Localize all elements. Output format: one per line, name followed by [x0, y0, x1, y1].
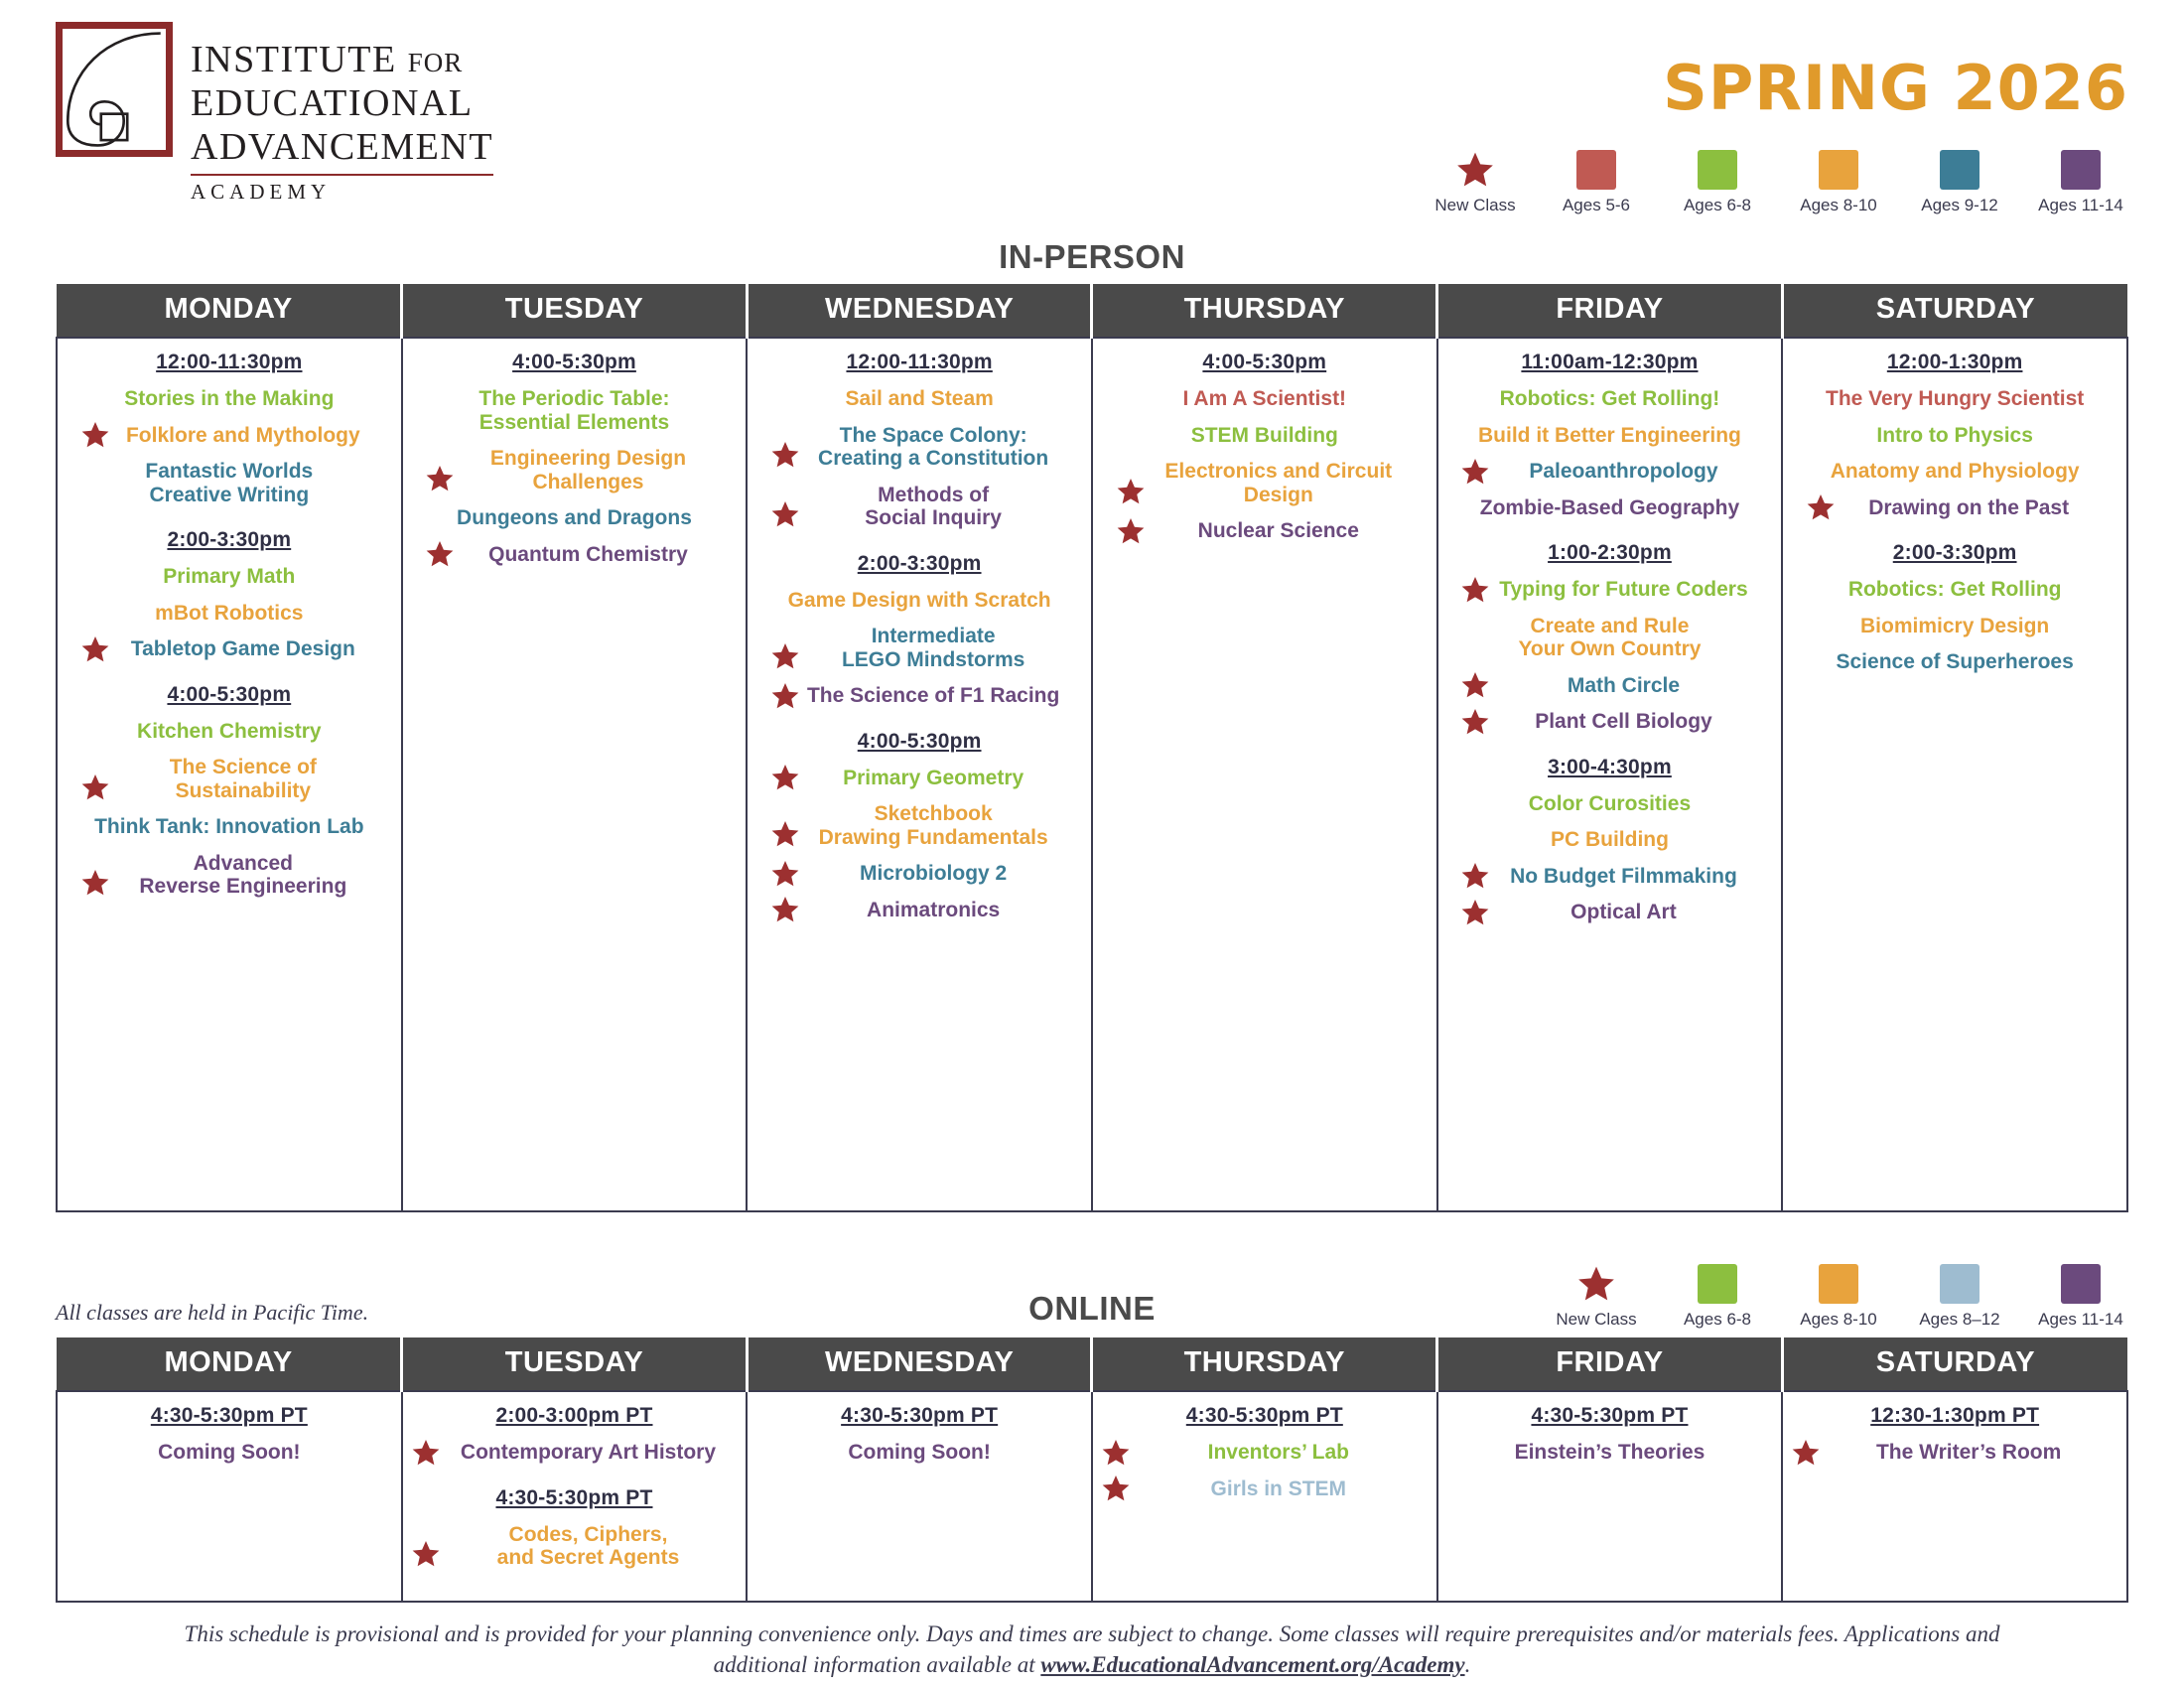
legend-age-1 [1549, 150, 1644, 215]
class-title: The Science of F1 Racing [806, 684, 1060, 708]
class-entry[interactable] [425, 543, 723, 567]
legend-label: Ages 8-10 [1800, 1310, 1877, 1329]
logo-academy: ACADEMY [191, 174, 493, 205]
footer-text-before: This schedule is provisional and is provided for your planning convenience only. Days and times are subject to change. Some classes will require prerequisites and/or materials fees. Applications and additional information available at [184, 1620, 2000, 1677]
class-entry[interactable] [1101, 1477, 1429, 1501]
legend-label: Ages 9-12 [1921, 196, 1998, 214]
class-title: Anatomy and Physiology [1830, 460, 2080, 484]
day-cell-thursday [1092, 338, 1437, 1211]
class-entry[interactable] [1460, 460, 1758, 484]
logo [56, 22, 493, 205]
class-title: Kitchen Chemistry [137, 719, 322, 743]
class-title: STEM Building [1190, 423, 1338, 447]
class-title: No Budget Filmmaking [1510, 864, 1737, 888]
time-block [1791, 1404, 2118, 1465]
class-entry[interactable] [1116, 460, 1414, 506]
class-title: Plant Cell Biology [1535, 710, 1712, 734]
legend-color-swatch [1940, 1264, 1979, 1304]
time-label: 12:30-1:30pm PT [1870, 1404, 2040, 1427]
class-entry[interactable] [1806, 615, 2104, 638]
time-block [411, 1486, 739, 1570]
class-entry[interactable] [411, 1523, 739, 1570]
class-title: PC Building [1550, 828, 1669, 852]
legend-label: Ages 8-10 [1800, 196, 1877, 214]
time-block [1446, 756, 1774, 924]
page-title: SPRING 2026 [1663, 52, 2128, 124]
time-label: 4:00-5:30pm [857, 729, 982, 753]
time-block [1446, 541, 1774, 734]
online-schedule-table [56, 1337, 2128, 1603]
class-entry[interactable] [80, 815, 378, 839]
class-title: Sail and Steam [845, 387, 994, 410]
time-label: 4:00-5:30pm [512, 351, 636, 373]
column-header-friday: FRIDAY [1437, 1337, 1783, 1391]
time-block [66, 1404, 393, 1465]
class-entry[interactable] [80, 756, 378, 802]
class-title: Fantastic Worlds Creative Writing [145, 460, 314, 506]
class-entry[interactable] [425, 506, 723, 530]
legend-color-swatch [1576, 150, 1616, 190]
class-title: Sketchbook Drawing Fundamentals [818, 802, 1048, 849]
logo-line-1-small: FOR [407, 48, 464, 77]
legend-label: Ages 6-8 [1683, 1310, 1752, 1329]
class-entry[interactable] [1101, 1441, 1429, 1465]
time-block [66, 683, 393, 899]
class-title: Dungeons and Dragons [457, 506, 692, 530]
time-block [411, 351, 739, 566]
column-header-tuesday: TUESDAY [402, 284, 748, 338]
column-header-friday: FRIDAY [1437, 284, 1783, 338]
class-title: Inventors’ Lab [1207, 1441, 1349, 1464]
column-header-thursday: THURSDAY [1092, 1337, 1437, 1391]
class-title: Codes, Ciphers, and Secret Agents [496, 1522, 680, 1570]
time-block [1101, 1404, 1429, 1500]
class-entry[interactable] [770, 484, 1068, 530]
class-entry[interactable] [770, 899, 1068, 922]
legend-online [1549, 1264, 2128, 1330]
column-header-wednesday: WEDNESDAY [747, 1337, 1092, 1391]
class-entry[interactable] [770, 589, 1068, 613]
class-title: Methods of Social Inquiry [865, 483, 1002, 530]
day-cell-friday [1437, 1391, 1783, 1602]
legend-age-3 [1791, 150, 1886, 215]
class-title: Zombie-Based Geography [1479, 495, 1740, 519]
legend-age-2 [1670, 150, 1765, 215]
column-header-wednesday: WEDNESDAY [747, 284, 1092, 338]
online-section-label: ONLINE [1028, 1290, 1156, 1327]
legend-age-3 [1912, 1264, 2007, 1330]
legend-color-swatch [1940, 150, 1979, 190]
class-title: Einstein’s Theories [1514, 1441, 1706, 1464]
legend-label: Ages 5-6 [1562, 196, 1631, 214]
legend-color-swatch [1819, 1264, 1858, 1304]
legend-age-5 [2033, 150, 2128, 215]
class-title: Engineering Design Challenges [489, 447, 687, 493]
time-block [1791, 541, 2118, 674]
legend-label: Ages 11-14 [2038, 1310, 2123, 1329]
class-entry[interactable] [1806, 650, 2104, 674]
time-label: 4:30-5:30pm PT [1185, 1404, 1343, 1427]
time-label: 4:30-5:30pm PT [1531, 1404, 1689, 1427]
class-title: Think Tank: Innovation Lab [94, 815, 364, 839]
class-title: Typing for Future Coders [1499, 578, 1748, 602]
class-title: Quantum Chemistry [488, 542, 688, 566]
time-block [66, 351, 393, 506]
time-label: 2:00-3:30pm [167, 528, 292, 552]
class-entry[interactable] [80, 387, 378, 411]
new-class-star-icon [1576, 1264, 1616, 1304]
footer-text-after: . [1464, 1651, 1471, 1677]
class-title: Folklore and Mythology [125, 423, 360, 447]
legend-new-class [1428, 150, 1523, 215]
class-title: Contemporary Art History [460, 1441, 717, 1464]
class-entry[interactable] [425, 447, 723, 493]
class-title: Primary Math [163, 565, 296, 589]
time-label: 3:00-4:30pm [1548, 755, 1672, 778]
logo-line-2: EDUCATIONAL [191, 82, 474, 125]
class-title: Primary Geometry [843, 766, 1024, 789]
class-entry[interactable] [1460, 865, 1758, 889]
logo-line-1: INSTITUTE [191, 39, 397, 80]
class-entry[interactable] [80, 460, 378, 506]
class-entry[interactable] [1806, 578, 2104, 602]
time-label: 1:00-2:30pm [1548, 541, 1672, 565]
time-block [66, 528, 393, 661]
class-title: Color Curosities [1528, 791, 1692, 815]
class-entry[interactable] [80, 565, 378, 589]
time-block [1446, 1404, 1774, 1465]
time-block [1791, 351, 2118, 519]
class-entry[interactable] [1116, 519, 1414, 543]
class-title: Coming Soon! [158, 1441, 301, 1464]
class-title: The Periodic Table: Essential Elements [478, 387, 670, 434]
table-header-row [57, 1337, 2127, 1391]
table-row [57, 338, 2127, 1211]
class-title: I Am A Scientist! [1182, 387, 1347, 410]
time-label: 4:00-5:30pm [1202, 351, 1327, 373]
class-title: The Space Colony: Creating a Constitution [818, 423, 1049, 471]
time-label: 2:00-3:30pm [857, 551, 982, 575]
time-label: 4:30-5:30pm PT [495, 1485, 653, 1509]
day-cell-tuesday [402, 338, 748, 1211]
inperson-section-label: IN-PERSON [999, 238, 1185, 275]
class-entry[interactable] [425, 387, 723, 434]
column-header-thursday: THURSDAY [1092, 284, 1437, 338]
class-title: Intermediate LEGO Mindstorms [841, 625, 1025, 671]
logo-spiral-icon [56, 22, 173, 157]
class-title: Drawing on the Past [1868, 495, 2070, 519]
day-cell-wednesday [747, 1391, 1092, 1602]
class-title: Robotics: Get Rolling! [1499, 387, 1720, 410]
time-label: 4:00-5:30pm [167, 682, 292, 706]
class-entry[interactable] [411, 1441, 739, 1465]
class-title: Intro to Physics [1876, 423, 2033, 447]
footer-link[interactable]: www.EducationalAdvancement.org/Academy [1040, 1651, 1465, 1677]
class-title: The Very Hungry Scientist [1826, 387, 2085, 410]
class-title: Tabletop Game Design [130, 637, 355, 661]
legend-label: Ages 11-14 [2038, 196, 2123, 214]
class-title: Math Circle [1567, 673, 1681, 697]
time-block [755, 351, 1083, 530]
day-cell-tuesday [402, 1391, 748, 1602]
time-label: 12:00-11:30pm [846, 351, 993, 373]
online-section-bar [56, 1242, 2128, 1330]
time-block [755, 1404, 1083, 1465]
day-cell-thursday [1092, 1391, 1437, 1602]
class-entry[interactable] [1806, 424, 2104, 448]
class-entry[interactable] [1460, 674, 1758, 698]
legend-color-swatch [1698, 150, 1737, 190]
legend-label: New Class [1556, 1310, 1637, 1329]
time-label: 2:00-3:00pm PT [495, 1404, 653, 1427]
class-entry[interactable] [1460, 792, 1758, 816]
class-entry[interactable] [1460, 615, 1758, 661]
class-title: Girls in STEM [1210, 1477, 1347, 1500]
class-entry[interactable] [80, 852, 378, 899]
class-entry[interactable] [80, 424, 378, 448]
day-cell-monday [57, 1391, 402, 1602]
legend-color-swatch [2061, 1264, 2101, 1304]
class-entry[interactable] [1460, 387, 1758, 411]
class-entry[interactable] [80, 720, 378, 744]
class-title: Build it Better Engineering [1478, 423, 1741, 447]
season-title-block [1428, 22, 2128, 215]
class-entry[interactable] [1791, 1441, 2118, 1465]
column-header-tuesday: TUESDAY [402, 1337, 748, 1391]
class-entry[interactable] [1460, 578, 1758, 602]
table-row [57, 1391, 2127, 1602]
class-title: mBot Robotics [155, 601, 304, 625]
time-block [411, 1404, 739, 1465]
class-entry[interactable] [770, 862, 1068, 886]
table-header-row [57, 284, 2127, 338]
class-entry[interactable] [770, 424, 1068, 471]
pacific-time-note: All classes are held in Pacific Time. [56, 1300, 369, 1325]
legend-color-swatch [1698, 1264, 1737, 1304]
logo-line-3: ADVANCEMENT [191, 126, 494, 169]
time-label: 4:30-5:30pm PT [841, 1404, 999, 1427]
class-entry[interactable] [1460, 828, 1758, 852]
class-title: Stories in the Making [124, 387, 335, 410]
class-entry[interactable] [1446, 1441, 1774, 1465]
logo-wordmark [191, 22, 493, 205]
class-title: Microbiology 2 [860, 862, 1008, 886]
time-block [755, 552, 1083, 708]
class-title: Game Design with Scratch [787, 588, 1051, 612]
class-title: Biomimicry Design [1860, 614, 2050, 637]
class-entry[interactable] [1806, 460, 2104, 484]
legend-label: Ages 6-8 [1683, 196, 1752, 214]
class-entry[interactable] [1460, 901, 1758, 924]
legend-age-2 [1791, 1264, 1886, 1330]
legend-label: Ages 8–12 [1919, 1310, 2000, 1329]
column-header-saturday: SATURDAY [1782, 1337, 2127, 1391]
class-entry[interactable] [770, 767, 1068, 790]
time-block [1101, 351, 1429, 543]
legend-label: New Class [1434, 196, 1516, 214]
time-block [1446, 351, 1774, 519]
inperson-schedule-table [56, 284, 2128, 1212]
class-entry[interactable] [770, 387, 1068, 411]
class-title: Paleoanthropology [1529, 460, 1718, 484]
column-header-monday: MONDAY [57, 284, 402, 338]
time-label: 4:30-5:30pm PT [150, 1404, 308, 1427]
class-title: Robotics: Get Rolling [1847, 578, 2062, 602]
class-entry[interactable] [770, 802, 1068, 849]
inperson-section-bar [56, 230, 2128, 276]
legend-new-class [1549, 1264, 1644, 1330]
class-title: Advanced Reverse Engineering [139, 851, 347, 899]
day-cell-saturday [1782, 1391, 2127, 1602]
day-cell-wednesday [747, 338, 1092, 1211]
column-header-monday: MONDAY [57, 1337, 402, 1391]
class-entry[interactable] [770, 684, 1068, 708]
legend-age-4 [1912, 150, 2007, 215]
class-title: Electronics and Circuit Design [1164, 460, 1393, 506]
class-title: The Writer’s Room [1875, 1441, 2062, 1464]
legend-age-1 [1670, 1264, 1765, 1330]
class-entry[interactable] [1460, 424, 1758, 448]
class-entry[interactable] [1460, 496, 1758, 520]
class-entry[interactable] [1116, 424, 1414, 448]
class-entry[interactable] [1806, 387, 2104, 411]
page-header [56, 22, 2128, 230]
class-title: The Science of Sustainability [169, 756, 317, 802]
day-cell-saturday [1782, 338, 2127, 1211]
class-entry[interactable] [1806, 496, 2104, 520]
class-title: Animatronics [867, 898, 1001, 921]
day-cell-monday [57, 338, 402, 1211]
new-class-star-icon [1455, 150, 1495, 190]
class-entry[interactable] [66, 1441, 393, 1465]
legend-color-swatch [2061, 150, 2101, 190]
time-label: 12:00-11:30pm [156, 351, 303, 373]
time-label: 2:00-3:30pm [1892, 541, 2017, 565]
time-block [755, 730, 1083, 922]
legend-age-4 [2033, 1264, 2128, 1330]
class-entry[interactable] [80, 637, 378, 661]
day-cell-friday [1437, 338, 1783, 1211]
class-title: Science of Superheroes [1836, 650, 2074, 674]
time-label: 12:00-1:30pm [1886, 351, 2023, 373]
footer-disclaimer [56, 1618, 2128, 1680]
class-title: Nuclear Science [1197, 519, 1359, 543]
column-header-saturday: SATURDAY [1782, 284, 2127, 338]
class-entry[interactable] [80, 602, 378, 626]
class-entry[interactable] [1460, 710, 1758, 734]
time-label: 11:00am-12:30pm [1521, 351, 1699, 373]
class-entry[interactable] [770, 625, 1068, 671]
legend-inperson [1428, 150, 2128, 215]
class-title: Optical Art [1570, 901, 1677, 924]
class-title: Create and Rule Your Own Country [1518, 614, 1702, 661]
legend-color-swatch [1819, 150, 1858, 190]
class-entry[interactable] [1116, 387, 1414, 411]
class-entry[interactable] [755, 1441, 1083, 1465]
class-title: Coming Soon! [848, 1441, 991, 1464]
